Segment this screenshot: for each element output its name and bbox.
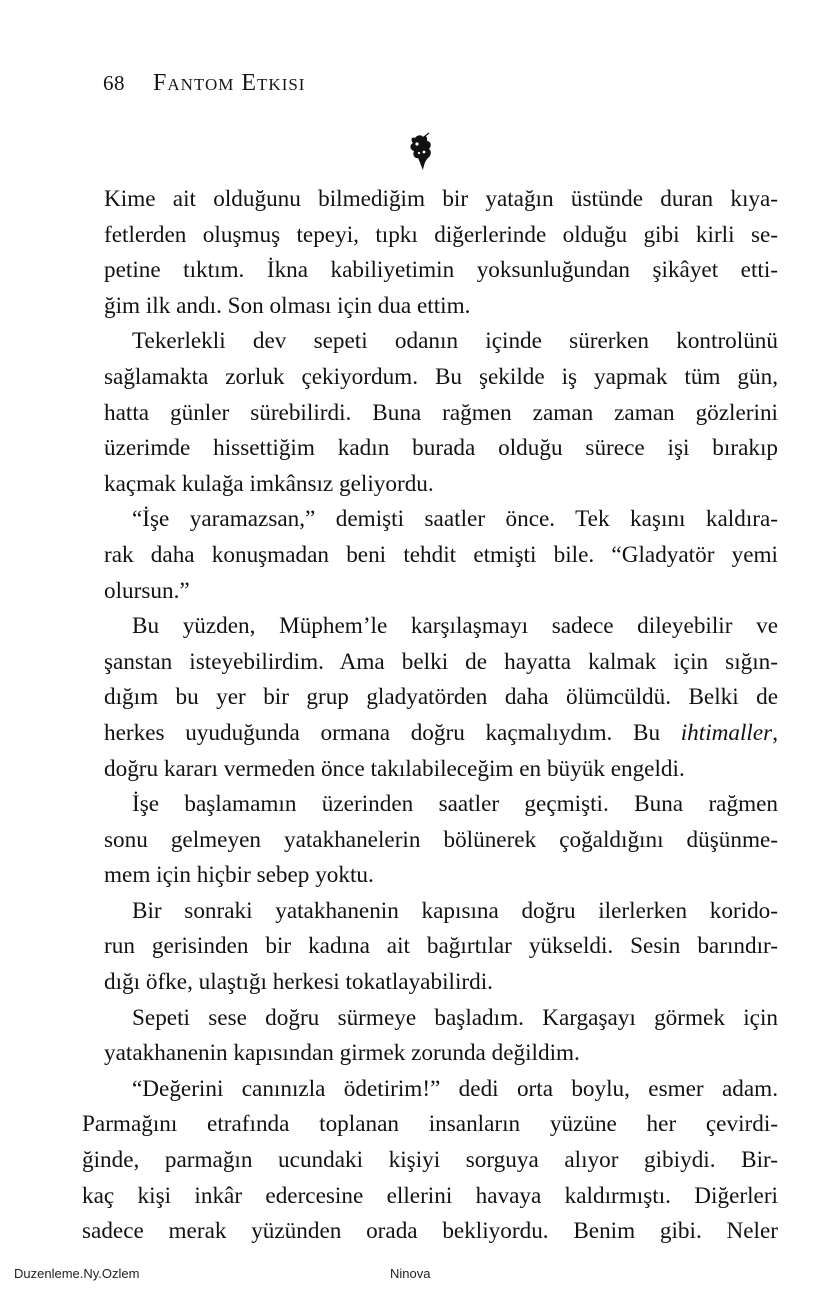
text-line: kaçmak kulağa imkânsız geliyordu. (104, 470, 434, 497)
running-header (103, 70, 305, 97)
text-line: dığı öfke, ulaştığı herkesi tokatlayabilirdi. (104, 969, 493, 996)
text-line: üzerimde hissettiğim kadın burada olduğu sürece işi bırakıp (104, 435, 778, 462)
text-line: rak daha konuşmadan beni tehdit etmişti bile. “Gladyatör yemi (104, 541, 778, 568)
text-line: Bir sonraki yatakhanenin kapısına doğru ilerlerken korido- (132, 897, 778, 924)
text-line: “İşe yaramazsan,” demişti saatler önce. Tek kaşını kaldıra- (132, 506, 778, 533)
text-line: İşe başlamamın üzerinden saatler geçmişti. Buna rağmen (132, 791, 778, 818)
text-line: petine tıktım. İkna kabiliyetimin yoksunluğundan şikâyet etti- (104, 257, 778, 284)
text-line: sonu gelmeyen yatakhanelerin bölünerek çoğaldığını düşünme- (104, 826, 778, 853)
page-number: 68 (103, 71, 125, 95)
text-line: Sepeti sese doğru sürmeye başladım. Kargaşayı görmek için (132, 1004, 778, 1031)
text-line: dığım bu yer bir grup gladyatörden daha ölümcüldü. Belki de (104, 684, 778, 711)
text-fragment: herkes uyuduğunda ormana doğru kaçmalıydım. Bu (104, 719, 681, 746)
text-fragment: , (772, 719, 778, 746)
text-line: mem için hiçbir sebep yoktu. (104, 862, 374, 889)
text-line: kaç kişi inkâr edercesine ellerini havaya kaldırmıştı. Diğerleri (82, 1182, 778, 1209)
text-line: run gerisinden bir kadına ait bağırtılar yükseldi. Sesin barındır- (104, 933, 778, 960)
decorative-fleuron-icon (406, 132, 436, 172)
text-line: yatakhanenin kapısından girmek zorunda değildim. (104, 1040, 580, 1067)
body-text (82, 182, 778, 1250)
text-line: ğim ilk andı. Son olması için dua ettim. (104, 292, 471, 319)
italic-word: ihtimaller (680, 719, 773, 746)
text-line: olursun.” (104, 577, 190, 604)
text-line: şanstan isteyebilirdim. Ama belki de hayatta kalmak için sığın- (104, 648, 778, 675)
text-line: doğru kararı vermeden önce takılabileceğim en büyük engeldi. (104, 755, 685, 782)
text-line: Kime ait olduğunu bilmediğim bir yatağın üstünde duran kıya- (104, 186, 778, 212)
text-line: sağlamakta zorluk çekiyordum. Bu şekilde iş yapmak tüm gün, (104, 363, 778, 390)
footer-credit: Duzenleme.Ny.Ozlem (14, 1266, 140, 1281)
text-line: ğinde, parmağın ucundaki kişiyi sorguya alıyor gibiydi. Bir- (82, 1147, 778, 1174)
text-line: sadece merak yüzünden orada bekliyordu. Benim gibi. Neler (82, 1218, 778, 1245)
text-line: hatta günler sürebilirdi. Buna rağmen zaman zaman gözlerini (104, 399, 778, 426)
book-title: Fantom Etkisi (153, 70, 306, 96)
text-line: Bu yüzden, Müphem’le karşılaşmayı sadece dileyebilir ve (132, 613, 778, 640)
text-line (104, 716, 778, 752)
text-line: fetlerden oluşmuş tepeyi, tıpkı diğerlerinde olduğu gibi kirli se- (104, 221, 778, 248)
footer-publisher: Ninova (390, 1266, 431, 1281)
text-line: Parmağını etrafında toplanan insanların yüzüne her çevirdi- (82, 1111, 778, 1138)
text-line: “Değerini canınızla ödetirim!” dedi orta boylu, esmer adam. (132, 1075, 778, 1102)
text-line: Tekerlekli dev sepeti odanın içinde sürerken kontrolünü (132, 328, 778, 355)
